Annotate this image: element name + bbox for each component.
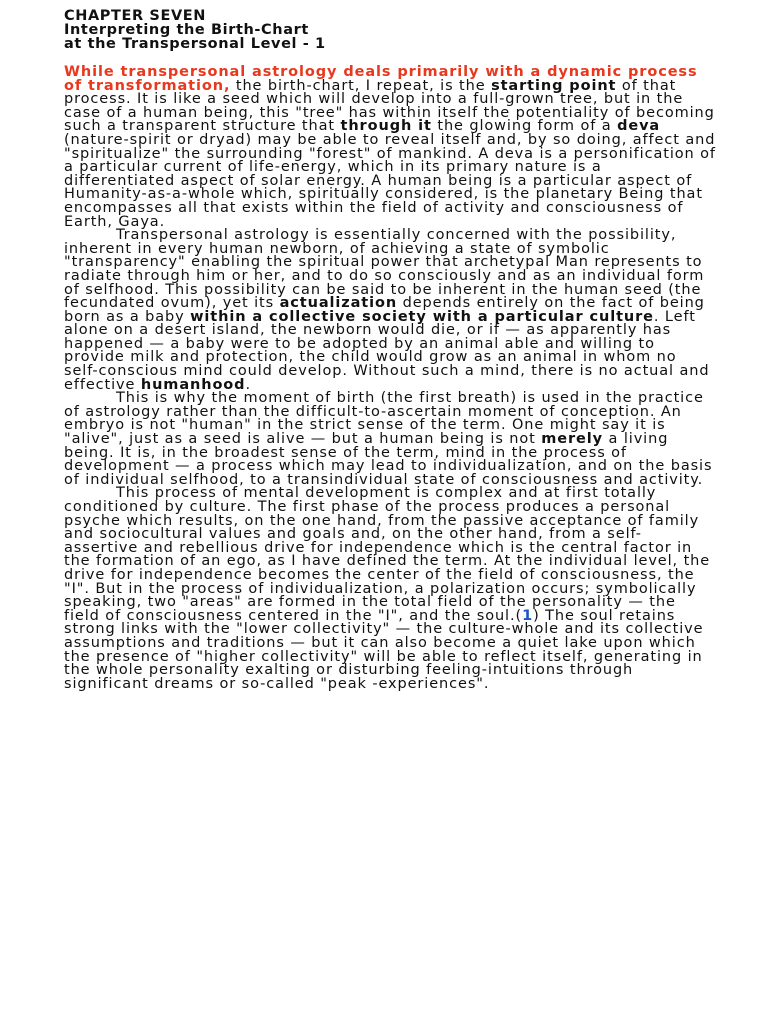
p2-emphasis-collective-society: within a collective society with a particular culture <box>190 308 654 325</box>
p2-text-3: . Left alone on a desert island, the newborn would die, or if — as apparently has happened — a baby were to be adopted by an animal able and willing to provide milk and protection, the child would grow as an animal in whom no self-conscious mind could develop. Without such a mind, there is no actual and effective <box>64 308 710 393</box>
chapter-heading <box>64 10 744 51</box>
p1-emphasis-starting-point: starting point <box>491 77 617 94</box>
p2-text-4: . <box>245 376 251 393</box>
chapter-title-line-1: Interpreting the Birth-Chart <box>64 21 309 38</box>
paragraph-1 <box>64 66 716 229</box>
paragraph-4 <box>64 487 716 691</box>
p4-text-1: This process of mental development is complex and at first totally conditioned by culture. The first phase of the process produces a personal psyche which results, on the one hand, from the passive acceptance of family and sociocultural values and goals and, on the other hand, from a self-assertive and rebellious drive for independence which is the central factor in the formation of an ego, as I have defined the term. At the individual level, the drive for independence becomes the center of the field of consciousness, the "I". But in the process of individualization, a polarization occurs; symbolically speaking, two "areas" are formed in the total field of the personality — the field of consciousness centered in the "I", and the soul.( <box>64 485 711 624</box>
p3-emphasis-merely: merely <box>541 431 604 448</box>
p1-emphasis-through-it: through it <box>340 118 432 135</box>
p2-text-1: Transpersonal astrology is essentially concerned with the possibility, inherent in every human newborn, of achieving a state of symbolic "transparency" enabling the spiritual power that archetypal Man represents to radiate through him or her, and to do so consciously and as an individual form of selfhood. This possibility can be said to be inherent in the human seed (the fecundated ovum), yet its <box>64 227 705 312</box>
chapter-number: CHAPTER SEVEN <box>64 8 207 24</box>
p1-text-1: the birth-chart, I repeat, is the <box>230 77 492 94</box>
lead-sentence: While transpersonal astrology deals primarily with a dynamic process of transformation, <box>64 64 698 94</box>
p4-text-2: ) The soul retains strong links with the "lower collectivity" — the culture-whole and its collective assumptions and traditions — but it can also become a quiet lake upon which the presence of "higher collectivity" will be able to reflect itself, generating in the whole personality exalting or disturbing feeling-intuitions through significant dreams or so-called "peak -experiences". <box>64 607 704 692</box>
p1-text-3: the glowing form of a <box>431 118 618 135</box>
p1-text-4: (nature-spirit or dryad) may be able to reveal itself and, by so doing, affect and "spiritualize" the surrounding "forest" of mankind. A deva is a personification of a particular current of life-energy, which in its primary nature is a differentiated aspect of solar energy. A human being is a particular aspect of Humanity-as-a-whole which, spiritually considered, is the planetary Being that encompasses all that exists within the field of activity and consciousness of Earth, Gaya. <box>64 131 716 230</box>
p3-text-1: This is why the moment of birth (the first breath) is used in the practice of astrology rather than the difficult-to-ascertain moment of conception. An embryo is not "human" in the strict sense of the term. One might say it is "alive", just as a seed is alive — but a human being is not <box>64 390 704 448</box>
chapter-title-line-2: at the Transpersonal Level - 1 <box>64 35 326 52</box>
footnote-link[interactable]: 1 <box>522 607 534 624</box>
paragraph-3 <box>64 392 716 487</box>
p2-text-2: depends entirely on the fact of being born as a baby <box>64 295 705 325</box>
chapter-body <box>64 66 716 691</box>
paragraph-2 <box>64 229 716 392</box>
p3-text-2: a living being. It is, in the broadest sense of the term, mind in the process of development — a process which may lead to individualization, and on the basis of individual selfhood, to a transindividual state of consciousness and activity. <box>64 431 713 488</box>
p2-emphasis-humanhood: humanhood <box>140 376 246 393</box>
p1-emphasis-deva: deva <box>617 118 661 135</box>
p2-emphasis-actualization: actualization <box>279 295 398 312</box>
p1-text-2: of that process. It is like a seed which will develop into a full-grown tree, but in the case of a human being, this "tree" has within itself the potentiality of becoming such a transparent structure that <box>64 77 715 135</box>
